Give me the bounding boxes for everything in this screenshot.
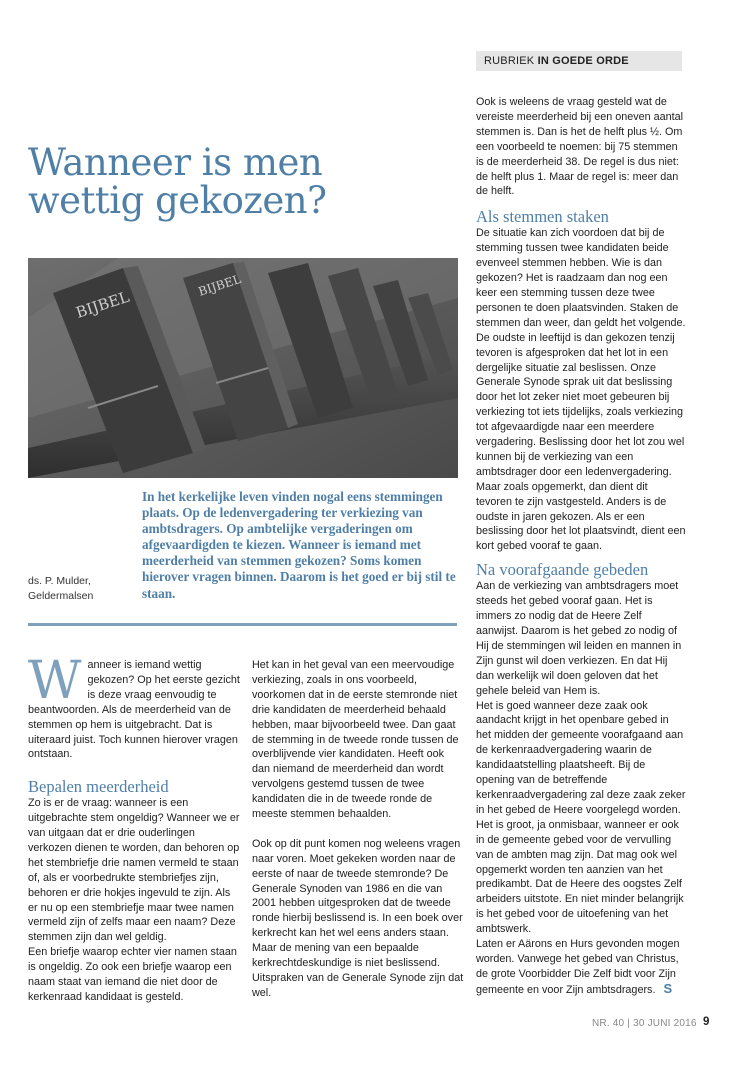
heading-na-voorafgaande-gebeden: Na voorafgaande gebeden: [476, 560, 649, 580]
issue-info: NR. 40 | 30 JUNI 2016: [592, 1018, 697, 1029]
rubric-bar: [476, 51, 682, 71]
col3-paragraph-6: Het is groot, ja onmisbaar, wanneer er ook in de gemeente gebed voor de vervulling van de ambten mag zijn. Dat mag ook wel opgemerkt worden ten aanzien van het predikambt. Dat de Heere des oogstes Zelf arbeiders uitstote. En niet minder belangrijk is het gebed voor de uitoefening van het ambtswerk.: [476, 818, 684, 936]
col1-p1-text: anneer is iemand wettig gekozen? Op het eerste gezicht is deze vraag eenvoudig te beantwoorden. Als de meerderheid van de stemmen op hem is uitgebracht. Dat is uiteraard juist. Toch kunnen hierover vragen ontstaan.: [28, 659, 240, 761]
author-name: ds. P. Mulder,: [28, 575, 91, 587]
intro-text: In het kerkelijke leven vinden nogal eens stemmingen plaats. Op de ledenvergadering ter verkiezing van ambtsdragers. Op ambtelijke vergaderingen om afgevaardigden te kiezen. Wanneer is iemand met meerderheid van stemmen gekozen? Soms komen hierover vragen binnen. Daarom is het goed er bij stil te staan.: [142, 489, 456, 601]
col3-paragraph-2: De situatie kan zich voordoen dat bij de stemming tussen twee kandidaten beide evenveel stemmen hebben. Wie is dan gekozen? Het is raadzaam dan nog een keer een stemming tussen deze twee personen te doen plaatsvinden. Staken de stemmen dan weer, dan geldt het volgende.: [476, 227, 686, 329]
page-number: 9: [703, 1016, 710, 1028]
column-1: [28, 651, 240, 1005]
section-divider: [28, 623, 457, 626]
col3-paragraph-5: Het is goed wanneer deze zaak ook aandacht krijgt in het openbare gebed in het midden der gemeente voorafgaand aan de kerkenraadvergadering waarin de kandidaatstelling plaatsheeft. Bij de opening van de betreffende kerkenraadvergadering zal deze zaak zeker in het gebed de Heere voorgelegd worden.: [476, 699, 686, 816]
end-mark-icon: S: [663, 980, 673, 996]
rubric-prefix: RUBRIEK: [484, 55, 535, 67]
col1-paragraph-3: Een briefje waarop echter vier namen staan is ongeldig. Zo ook een briefje waarop een naam staat van iemand die niet door de kerkenraad kandidaat is gesteld.: [28, 946, 237, 1004]
col3-paragraph-1: Ook is weleens de vraag gesteld wat de vereiste meerderheid bij een oneven aantal stemmen is. Dan is het de helft plus ½. Om een voorbeeld te noemen: bij 75 stemmen is de meerderheid 38. De regel is dus niet: de helft plus 1. Maar de regel is: meer dan de helft.: [476, 96, 684, 198]
article-title: Wanneer is men wettig gekozen?: [28, 141, 327, 222]
col1-paragraph-2: Zo is er de vraag: wanneer is een uitgebrachte stem ongeldig? Wanneer we er van uitgaan dat er drie ouderlingen verkozen dienen te worden, dan behoren op het stembriefje drie namen vermeld te staan of, als er voorbedrukte stembriefjes zijn, behoren er drie hokjes ingevuld te zijn. Als er nu op een stembriefje maar twee namen vermeld zijn of zelfs maar een naam? Deze stemmen zijn dan wel geldig.: [28, 797, 240, 944]
book-spine-label-2: BIJBEL: [196, 271, 243, 299]
heading-bepalen-meerderheid: Bepalen meerderheid: [28, 777, 169, 797]
author-place: Geldermalsen: [28, 590, 94, 602]
column-2: [252, 658, 464, 1001]
drop-cap: W: [28, 651, 82, 711]
col1-paragraph-1: [28, 651, 240, 762]
col3-paragraph-4: Aan de verkiezing van ambtsdragers moet steeds het gebed vooraf gaan. Het is immers zo nodig dat de Heere Zelf aanwijst. Daarom is het gebed zo nodig of Hij de stemmingen wil leiden en mannen in Zijn gunst wil doen verkiezen. En dat Hij dan werkelijk wil doen geloven dat het gehele beleid van Hem is.: [476, 580, 682, 697]
col2-paragraph-2: Ook op dit punt komen nog weleens vragen naar voren. Moet gekeken worden naar de eerste of naar de tweede stemronde? De Generale Synoden van 1986 en die van 2001 hebben uitgesproken dat de tweede ronde hierbij beslissend is. In een boek over kerkrecht kan het wel eens anders staan. Maar de mening van een bepaalde kerkrechtdeskundige is niet beslissend. Uitspraken van de Generale Synode zijn dat wel.: [252, 837, 464, 999]
bible-books-photo: [28, 258, 458, 478]
col3-paragraph-7: [476, 937, 686, 998]
book-spine-label: BIJBEL: [73, 287, 132, 322]
col3-p7-text: Laten er Aärons en Hurs gevonden mogen worden. Vanwege het gebed van Christus, de grote Voorbidder Die Zelf bidt voor Zijn gemeente en voor Zijn ambtsdragers.: [476, 938, 680, 996]
col3-paragraph-3: De oudste in leeftijd is dan gekozen tenzij tevoren is afgesproken dat het lot in een dergelijke situatie zal beslissen. Onze Generale Synode sprak uit dat beslissing door het lot zeker niet moet gebeuren bij verkiezing tot iets tijdelijks, zoals verkiezing tot afgevaardigde naar een meerdere vergadering. Beslissing door het lot zou wel kunnen bij de verkiezing van een ambtsdrager door een ledenvergadering. Maar zoals opgemerkt, dan dient dit tevoren te zijn vastgesteld. Anders is de oudste in jaren gekozen. Als er een beslissing door het lot plaatsvindt, dient een kort gebed vooraf te gaan.: [476, 331, 686, 553]
author-byline: [28, 574, 93, 604]
rubric-name: IN GOEDE ORDE: [537, 55, 629, 67]
bible-books-image: [28, 258, 458, 478]
col2-paragraph-1: Het kan in het geval van een meervoudige verkiezing, zoals in ons voorbeeld, voorkomen dat in de eerste stemronde niet drie kandidaten de meerderheid behaald hebben, maar bijvoorbeeld twee. Dan gaat de stemming in de tweede ronde tussen de overblijvende vier kandidaten. Heeft ook dan niemand de meerderheid dan wordt vervolgens gestemd tussen de twee kandidaten die in de tweede ronde de meeste stemmen behaalden.: [252, 659, 459, 821]
column-3: [476, 95, 686, 998]
heading-als-stemmen-staken: Als stemmen staken: [476, 207, 609, 227]
